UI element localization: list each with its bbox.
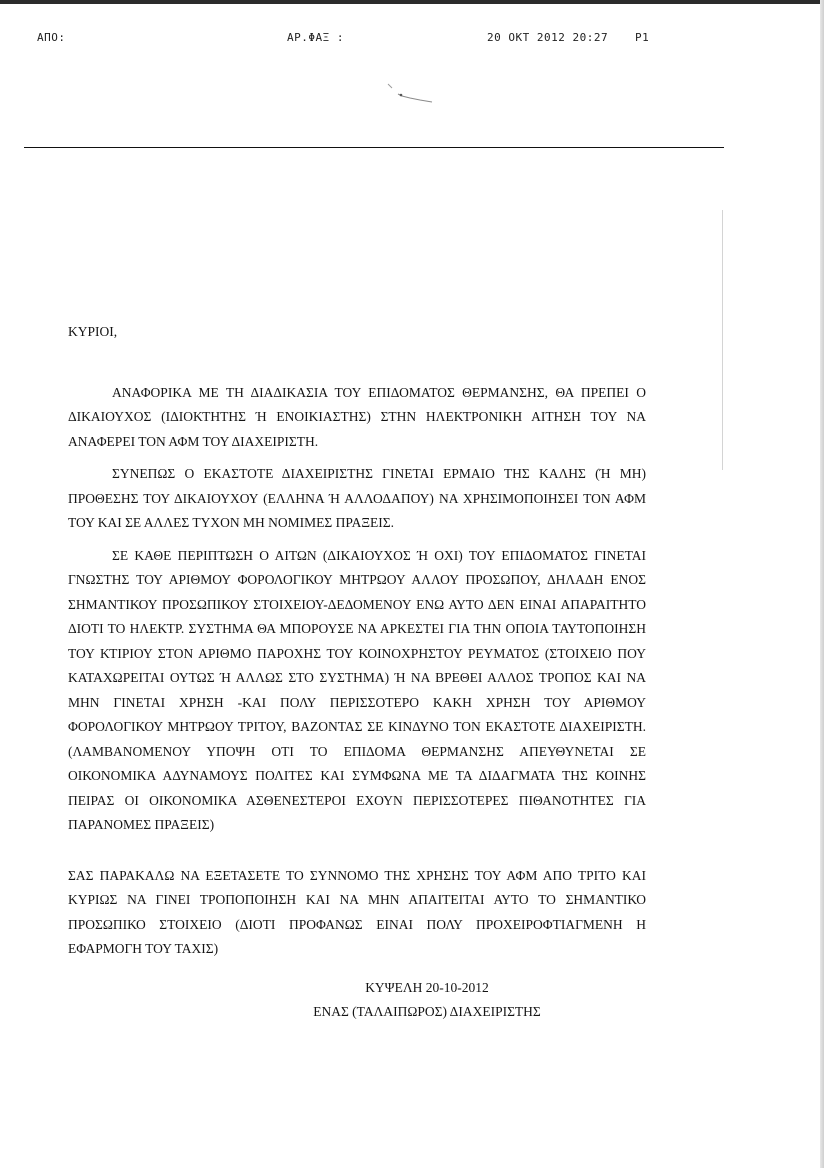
letter-paragraph-1: ΑΝΑΦΟΡΙΚΑ ΜΕ ΤΗ ΔΙΑΔΙΚΑΣΙΑ ΤΟΥ ΕΠΙΔΟΜΑΤΟΣ ΘΕΡΜΑΝΣΗΣ, ΘΑ ΠΡΕΠΕΙ Ο ΔΙΚΑΙΟΥΧΟΣ (ΙΔΙΟΚΤΗΤΗΣ Ή ΕΝΟΙΚΙΑΣΤΗΣ) ΣΤΗΝ ΗΛΕΚΤΡΟΝΙΚΗ ΑΙΤΗΣΗ ΤΟΥ ΝΑ ΑΝΑΦΕΡΕΙ ΤΟΝ ΑΦΜ ΤΟΥ ΔΙΑΧΕΙΡΙΣΤΗ. (68, 384, 646, 449)
fax-page-number: P1 (635, 31, 650, 44)
letter-paragraph-3: ΣΕ ΚΑΘΕ ΠΕΡΙΠΤΩΣΗ Ο ΑΙΤΩΝ (ΔΙΚΑΙΟΥΧΟΣ Ή ΟΧΙ) ΤΟΥ ΕΠΙΔΟΜΑΤΟΣ ΓΙΝΕΤΑΙ ΓΝΩΣΤΗΣ ΤΟΥ ΑΡΙΘΜΟΥ ΦΟΡΟΛΟΓΙΚΟΥ ΜΗΤΡΩΟΥ ΑΛΛΟΥ ΠΡΟΣΩΠΟΥ, ΔΗΛΑΔΗ ΕΝΟΣ ΣΗΜΑΝΤΙΚΟΥ ΠΡΟΣΩΠΙΚΟΥ ΣΤΟΙΧΕΙΟΥ-ΔΕΔΟΜΕΝΟΥ ΕΝΩ ΑΥΤΟ ΔΕΝ ΕΙΝΑΙ ΑΠΑΡΑΙΤΗΤΟ ΔΙΟΤΙ ΤΟ ΗΛΕΚΤΡ. ΣΥΣΤΗΜΑ ΘΑ ΜΠΟΡΟΥΣΕ ΝΑ ΑΡΚΕΣΤΕΙ ΓΙΑ ΤΗΝ ΟΠΟΙΑ ΤΑΥΤΟΠΟΙΗΣΗ ΤΟΥ ΚΤΙΡΙΟΥ ΣΤΟΝ ΑΡΙΘΜΟ ΠΑΡΟΧΗΣ ΤΟΥ ΚΟΙΝΟΧΡΗΣΤΟΥ ΡΕΥΜΑΤΟΣ (ΣΤΟΙΧΕΙΟ ΠΟΥ ΚΑΤΑΧΩΡΕΙΤΑΙ ΟΥΤΩΣ Ή ΑΛΛΩΣ ΣΤΟ ΣΥΣΤΗΜΑ) Ή ΝΑ ΒΡΕΘΕΙ ΑΛΛΟΣ ΤΡΟΠΟΣ ΚΑΙ ΝΑ ΜΗΝ ΓΙΝΕΤΑΙ ΧΡΗΣΗ -ΚΑΙ ΠΟΛΥ ΠΕΡΙΣΣΟΤΕΡΟ ΚΑΚΗ ΧΡΗΣΗ ΤΟΥ ΑΡΙΘΜΟΥ ΦΟΡΟΛΟΓΙΚΟΥ ΜΗΤΡΩΟΥ ΤΡΙΤΟΥ, ΒΑΖΟΝΤΑΣ ΣΕ ΚΙΝΔΥΝΟ ΤΟΝ ΕΚΑΣΤΟΤΕ ΔΙΑΧΕΙΡΙΣΤΗ. (ΛΑΜΒΑΝΟΜΕΝΟΥ ΥΠΟΨΗ ΟΤΙ ΤΟ ΕΠΙΔΟΜΑ ΘΕΡΜΑΝΣΗΣ ΑΠΕΥΘΥΝΕΤΑΙ ΣΕ ΟΙΚΟΝΟΜΙΚΑ ΑΔΥΝΑΜΟΥΣ ΠΟΛΙΤΕΣ ΚΑΙ ΣΥΜΦΩΝΑ ΜΕ ΤΑ ΔΙΔΑΓΜΑΤΑ ΤΗΣ ΚΟΙΝΗΣ ΠΕΙΡΑΣ ΟΙ ΟΙΚΟΝΟΜΙΚΑ ΑΣΘΕΝΕΣΤΕΡΟΙ ΕΧΟΥΝ ΠΕΡΙΣΣΟΤΕΡΕΣ ΠΙΘΑΝΟΤΗΤΕΣ ΓΙΑ ΠΑΡΑΝΟΜΕΣ ΠΡΑΞΕΙΣ) (68, 547, 646, 832)
page-right-edge (820, 0, 824, 1168)
page-top-edge (0, 0, 824, 4)
fax-number-label: ΑΡ.ΦΑΞ : (287, 31, 344, 44)
scan-speck-mark (386, 82, 438, 106)
letter-paragraph-2: ΣΥΝΕΠΩΣ Ο ΕΚΑΣΤΟΤΕ ΔΙΑΧΕΙΡΙΣΤΗΣ ΓΙΝΕΤΑΙ ΕΡΜΑΙΟ ΤΗΣ ΚΑΛΗΣ (Ή ΜΗ) ΠΡΟΘΕΣΗΣ ΤΟΥ ΔΙΚΑΙΟΥΧΟΥ (ΕΛΛΗΝΑ Ή ΑΛΛΟΔΑΠΟΥ) ΝΑ ΧΡΗΣΙΜΟΠΟΙΗΣΕΙ ΤΟΝ ΑΦΜ ΤΟΥ ΚΑΙ ΣΕ ΑΛΛΕΣ ΤΥΧΟΝ ΜΗ ΝΟΜΙΜΕΣ ΠΡΑΞΕΙΣ. (68, 466, 646, 530)
signature-name: ΕΝΑΣ (ΤΑΛΑΙΠΩΡΟΣ) ΔΙΑΧΕΙΡΙΣΤΗΣ (313, 1003, 541, 1019)
letter-body (68, 320, 646, 1024)
signature-place-date: ΚΥΨΕΛΗ 20-10-2012 (365, 979, 489, 995)
fax-header (0, 31, 824, 47)
scan-margin-mark (722, 210, 723, 470)
header-divider (24, 147, 724, 148)
signature-block (208, 976, 646, 1024)
fax-from-label: ΑΠΟ: (37, 31, 66, 44)
letter-request: ΣΑΣ ΠΑΡΑΚΑΛΩ ΝΑ ΕΞΕΤΑΣΕΤΕ ΤΟ ΣΥΝΝΟΜΟ ΤΗΣ ΧΡΗΣΗΣ ΤΟΥ ΑΦΜ ΑΠΟ ΤΡΙΤΟ ΚΑΙ ΚΥΡΙΩΣ ΝΑ ΓΙΝΕΙ ΤΡΟΠΟΠΟΙΗΣΗ ΚΑΙ ΝΑ ΜΗΝ ΑΠΑΙΤΕΙΤΑΙ ΑΥΤΟ ΤΟ ΣΗΜΑΝΤΙΚΟ ΠΡΟΣΩΠΙΚΟ ΣΤΟΙΧΕΙΟ (ΔΙΟΤΙ ΠΡΟΦΑΝΩΣ ΕΙΝΑΙ ΠΟΛΥ ΠΡΟΧΕΙΡΟΦΤΙΑΓΜΕΝΗ Η ΕΦΑΡΜΟΓΗ ΤΟΥ ΤΑΧΙΣ) (68, 867, 646, 956)
fax-date: 20 ΟΚΤ 2012 20:27 (487, 31, 609, 44)
letter-greeting: ΚΥΡΙΟΙ, (68, 324, 118, 339)
